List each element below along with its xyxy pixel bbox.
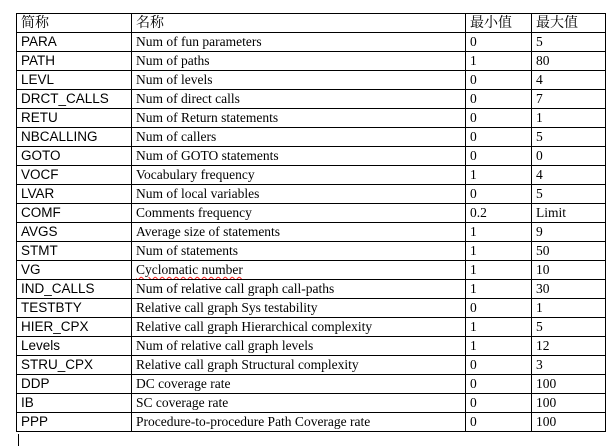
cell-min-value: 0 [466,185,532,204]
cell-max-value: 30 [532,280,606,299]
text-cursor [18,434,19,446]
table-row [17,204,606,223]
table-row [17,337,606,356]
cell-min-value: 0 [466,109,532,128]
cell-max-value: 5 [532,185,606,204]
cell-name: Num of relative call graph call-paths [132,280,466,299]
table-row [17,223,606,242]
cell-abbreviation: HIER_CPX [17,318,132,337]
cell-min-value: 0 [466,413,532,432]
cell-min-value: 0 [466,90,532,109]
table-row [17,261,606,280]
header-row [17,14,606,33]
cell-min-value: 1 [466,166,532,185]
cell-name: Num of levels [132,71,466,90]
cell-abbreviation: LEVL [17,71,132,90]
cell-name: Relative call graph Structural complexity [132,356,466,375]
cell-abbreviation: LVAR [17,185,132,204]
cell-min-value: 0 [466,299,532,318]
cell-abbreviation: PPP [17,413,132,432]
cell-min-value: 0 [466,33,532,52]
cell-min-value: 0.2 [466,204,532,223]
cell-abbreviation: STRU_CPX [17,356,132,375]
cell-min-value: 0 [466,147,532,166]
cell-max-value: 1 [532,299,606,318]
cell-abbreviation: COMF [17,204,132,223]
cell-abbreviation: PATH [17,52,132,71]
table-row [17,242,606,261]
cell-name: Num of callers [132,128,466,147]
cell-min-value: 1 [466,52,532,71]
cell-name: Comments frequency [132,204,466,223]
cell-max-value: 4 [532,71,606,90]
table-row [17,147,606,166]
cell-max-value: 3 [532,356,606,375]
table-row [17,128,606,147]
cell-abbreviation: DRCT_CALLS [17,90,132,109]
cell-name: Num of Return statements [132,109,466,128]
cell-min-value: 1 [466,261,532,280]
cell-name: Num of direct calls [132,90,466,109]
cell-name: Num of fun parameters [132,33,466,52]
table-row [17,109,606,128]
cell-abbreviation: PARA [17,33,132,52]
cell-abbreviation: Levels [17,337,132,356]
cell-max-value: 1 [532,109,606,128]
cell-name: Relative call graph Hierarchical complexity [132,318,466,337]
cell-name: Num of statements [132,242,466,261]
cell-max-value: 7 [532,90,606,109]
cell-abbreviation: IB [17,394,132,413]
cell-max-value: 5 [532,33,606,52]
cell-abbreviation: VG [17,261,132,280]
cell-name: Average size of statements [132,223,466,242]
table-row [17,71,606,90]
cell-min-value: 0 [466,394,532,413]
cell-min-value: 1 [466,318,532,337]
cell-max-value: 4 [532,166,606,185]
table-row [17,166,606,185]
cell-min-value: 0 [466,375,532,394]
table-row [17,318,606,337]
cell-min-value: 0 [466,71,532,90]
table-row [17,52,606,71]
cell-max-value: 10 [532,261,606,280]
table-row [17,280,606,299]
header-min-value: 最小值 [466,14,532,33]
table-body [17,33,606,432]
cell-max-value: 100 [532,394,606,413]
cell-name: SC coverage rate [132,394,466,413]
table-row [17,413,606,432]
cell-abbreviation: DDP [17,375,132,394]
cell-abbreviation: NBCALLING [17,128,132,147]
cell-name: Procedure-to-procedure Path Coverage rate [132,413,466,432]
table-row [17,33,606,52]
cell-min-value: 0 [466,356,532,375]
spellcheck-underlined-text: Cyclomatic number [136,262,243,277]
cell-name: DC coverage rate [132,375,466,394]
cell-abbreviation: TESTBTY [17,299,132,318]
metrics-table [16,13,606,432]
table-row [17,375,606,394]
cell-name: Num of GOTO statements [132,147,466,166]
cell-abbreviation: IND_CALLS [17,280,132,299]
table-row [17,356,606,375]
cell-name: Vocabulary frequency [132,166,466,185]
cell-min-value: 1 [466,242,532,261]
cell-min-value: 1 [466,280,532,299]
cell-max-value: 5 [532,128,606,147]
cell-abbreviation: VOCF [17,166,132,185]
table-row [17,394,606,413]
cell-min-value: 1 [466,337,532,356]
cell-min-value: 0 [466,128,532,147]
cell-name: Num of paths [132,52,466,71]
cell-abbreviation: GOTO [17,147,132,166]
cell-max-value: 100 [532,413,606,432]
cell-max-value: 0 [532,147,606,166]
cell-max-value: 50 [532,242,606,261]
cell-max-value: 80 [532,52,606,71]
cell-min-value: 1 [466,223,532,242]
cell-max-value: 100 [532,375,606,394]
cell-name: Num of local variables [132,185,466,204]
header-max-value: 最大值 [532,14,606,33]
cell-abbreviation: RETU [17,109,132,128]
cell-max-value: 9 [532,223,606,242]
table-row [17,185,606,204]
header-name: 名称 [132,14,466,33]
table-row [17,90,606,109]
cell-abbreviation: STMT [17,242,132,261]
cell-max-value: 5 [532,318,606,337]
cell-name: Num of relative call graph levels [132,337,466,356]
table-header [17,14,606,33]
cell-name [132,261,466,280]
cell-max-value: 12 [532,337,606,356]
table-row [17,299,606,318]
cell-name: Relative call graph Sys testability [132,299,466,318]
cell-max-value: Limit [532,204,606,223]
header-abbreviation: 简称 [17,14,132,33]
cell-abbreviation: AVGS [17,223,132,242]
